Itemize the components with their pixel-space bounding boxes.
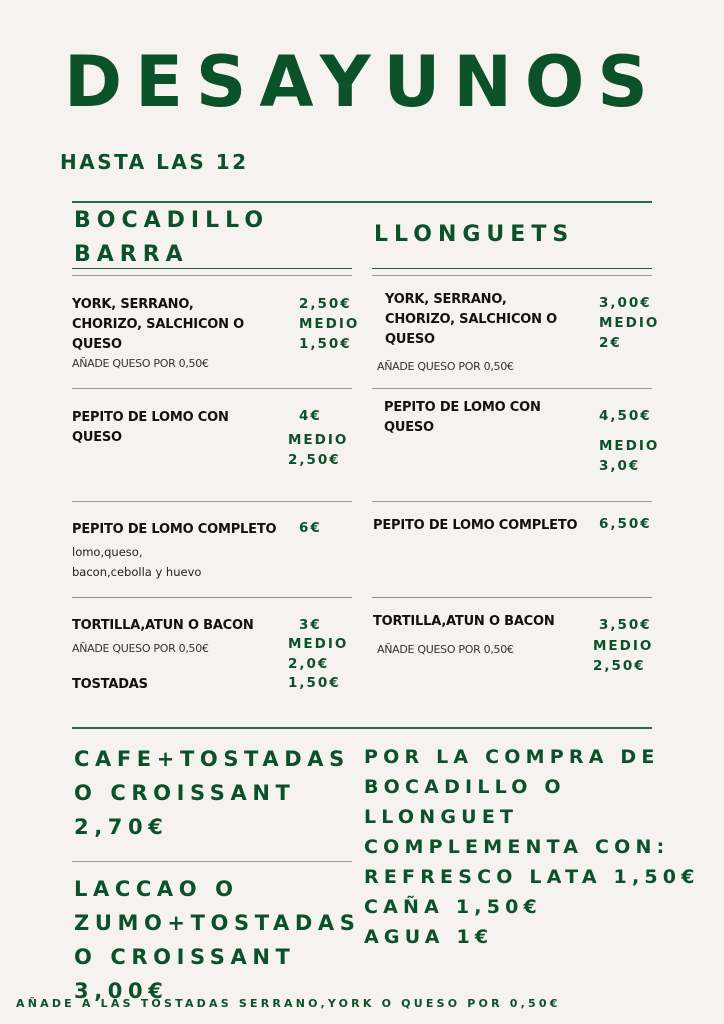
combo-line: CAFE+TOSTADAS [74,747,350,771]
page-subtitle: HASTA LAS 12 [60,150,249,174]
bottom-divider [72,727,652,729]
item-price-group [599,293,659,353]
item-desc-line: bacon,cebolla y huevo [72,565,202,579]
divider [72,275,352,276]
top-divider [72,201,652,203]
divider [72,501,352,502]
promo-line: POR LA COMPRA DE [364,746,660,768]
menu-item-llonguet-pepito-queso [384,398,584,438]
medio-price: 2€ [599,335,622,351]
divider [372,597,652,598]
item-name-line: CHORIZO, SALCHICON O [385,312,557,327]
item-price: 3€ [299,617,322,633]
item-name-line: PEPITO DE LOMO CON [384,400,541,415]
menu-item-llonguet-york [385,290,585,350]
medio-price: 2,50€ [288,452,341,468]
item-name-line: QUESO [385,332,435,347]
divider [72,388,352,389]
medio-price: 1,50€ [299,336,352,352]
promo-line: COMPLEMENTA CON: [364,836,670,858]
divider [372,501,652,502]
item-price: 3,00€ [599,295,652,311]
item-name-line: QUESO [72,430,122,445]
medio-label: MEDIO [288,636,349,652]
section-title-llonguets: LLONGUETS [374,222,575,247]
item-note: AÑADE QUESO POR 0,50€ [72,642,209,655]
medio-label: MEDIO [599,315,660,331]
item-name-line: YORK, SERRANO, [72,297,194,312]
divider [372,388,652,389]
menu-item-llonguet-pepito-completo: PEPITO DE LOMO COMPLETO [373,518,578,533]
item-price: 6,50€ [599,516,652,532]
divider [372,268,652,269]
item-price: 2,50€ [299,296,352,312]
combo-price: 3,00€ [74,979,169,1003]
item-name: PEPITO DE LOMO COMPLETO [72,522,277,537]
medio-label: MEDIO [593,638,654,654]
medio-price: 3,0€ [599,458,641,474]
menu-item-bocadillo-tortilla [72,616,292,658]
promo-line: CAÑA 1,50€ [364,896,542,918]
combo-line: O CROISSANT [74,945,296,969]
promo-complementa [364,742,700,952]
item-name-line: PEPITO DE LOMO CON [72,410,229,425]
item-name-line: QUESO [384,420,434,435]
item-price-medio-group [288,430,348,470]
item-note: AÑADE QUESO POR 0,50€ [72,357,209,370]
combo-price: 2,70€ [74,815,169,839]
section-title-bocadillo [74,204,269,272]
divider [72,268,352,269]
item-price: 1,50€ [288,675,341,691]
menu-item-llonguet-tortilla: TORTILLA,ATUN O BACON [373,614,555,629]
divider [72,861,352,862]
medio-label: MEDIO [599,438,660,454]
item-price-medio-group [288,634,348,674]
menu-item-bocadillo-pepito-queso [72,408,292,448]
promo-line: BOCADILLO O [364,776,566,798]
item-desc-line: lomo,queso, [72,545,143,559]
item-price: 6€ [299,520,322,536]
combo-laccao-zumo [74,872,360,1008]
item-price-medio-group [593,636,653,676]
medio-label: MEDIO [299,316,360,332]
item-price: 4,50€ [599,408,652,424]
page-title: DESAYUNOS [64,41,661,123]
item-description [72,542,292,582]
section-title-line: BARRA [74,242,189,267]
item-note: AÑADE QUESO POR 0,50€ [377,643,514,656]
promo-line: REFRESCO LATA 1,50€ [364,866,700,888]
combo-line: ZUMO+TOSTADAS [74,911,361,935]
divider [372,275,652,276]
item-note: AÑADE QUESO POR 0,50€ [377,360,514,373]
footer-note: AÑADE A LAS TOSTADAS SERRANO,YORK O QUESO POR 0,50€ [16,997,561,1010]
item-name [72,295,292,355]
combo-line: LACCAO O [74,877,239,901]
section-title-line: BOCADILLO [74,208,270,233]
combo-cafe-tostadas [74,742,350,844]
medio-label: MEDIO [288,432,349,448]
promo-line: AGUA 1€ [364,926,494,948]
item-name-line: YORK, SERRANO, [385,292,507,307]
menu-item-bocadillo-pepito-completo [72,520,292,582]
item-price-medio-group [599,436,659,476]
item-price-group [299,294,359,354]
menu-item-tostadas: TOSTADAS [72,677,148,692]
combo-line: O CROISSANT [74,781,296,805]
item-price: 3,50€ [599,617,652,633]
promo-line: LLONGUET [364,806,519,828]
medio-price: 2,0€ [288,656,330,672]
divider [72,597,352,598]
item-name-line: CHORIZO, SALCHICON O [72,317,244,332]
menu-item-bocadillo-york [72,295,292,373]
item-price: 4€ [299,408,322,424]
item-name: TORTILLA,ATUN O BACON [72,618,254,633]
item-name-line: QUESO [72,337,122,352]
medio-price: 2,50€ [593,658,646,674]
